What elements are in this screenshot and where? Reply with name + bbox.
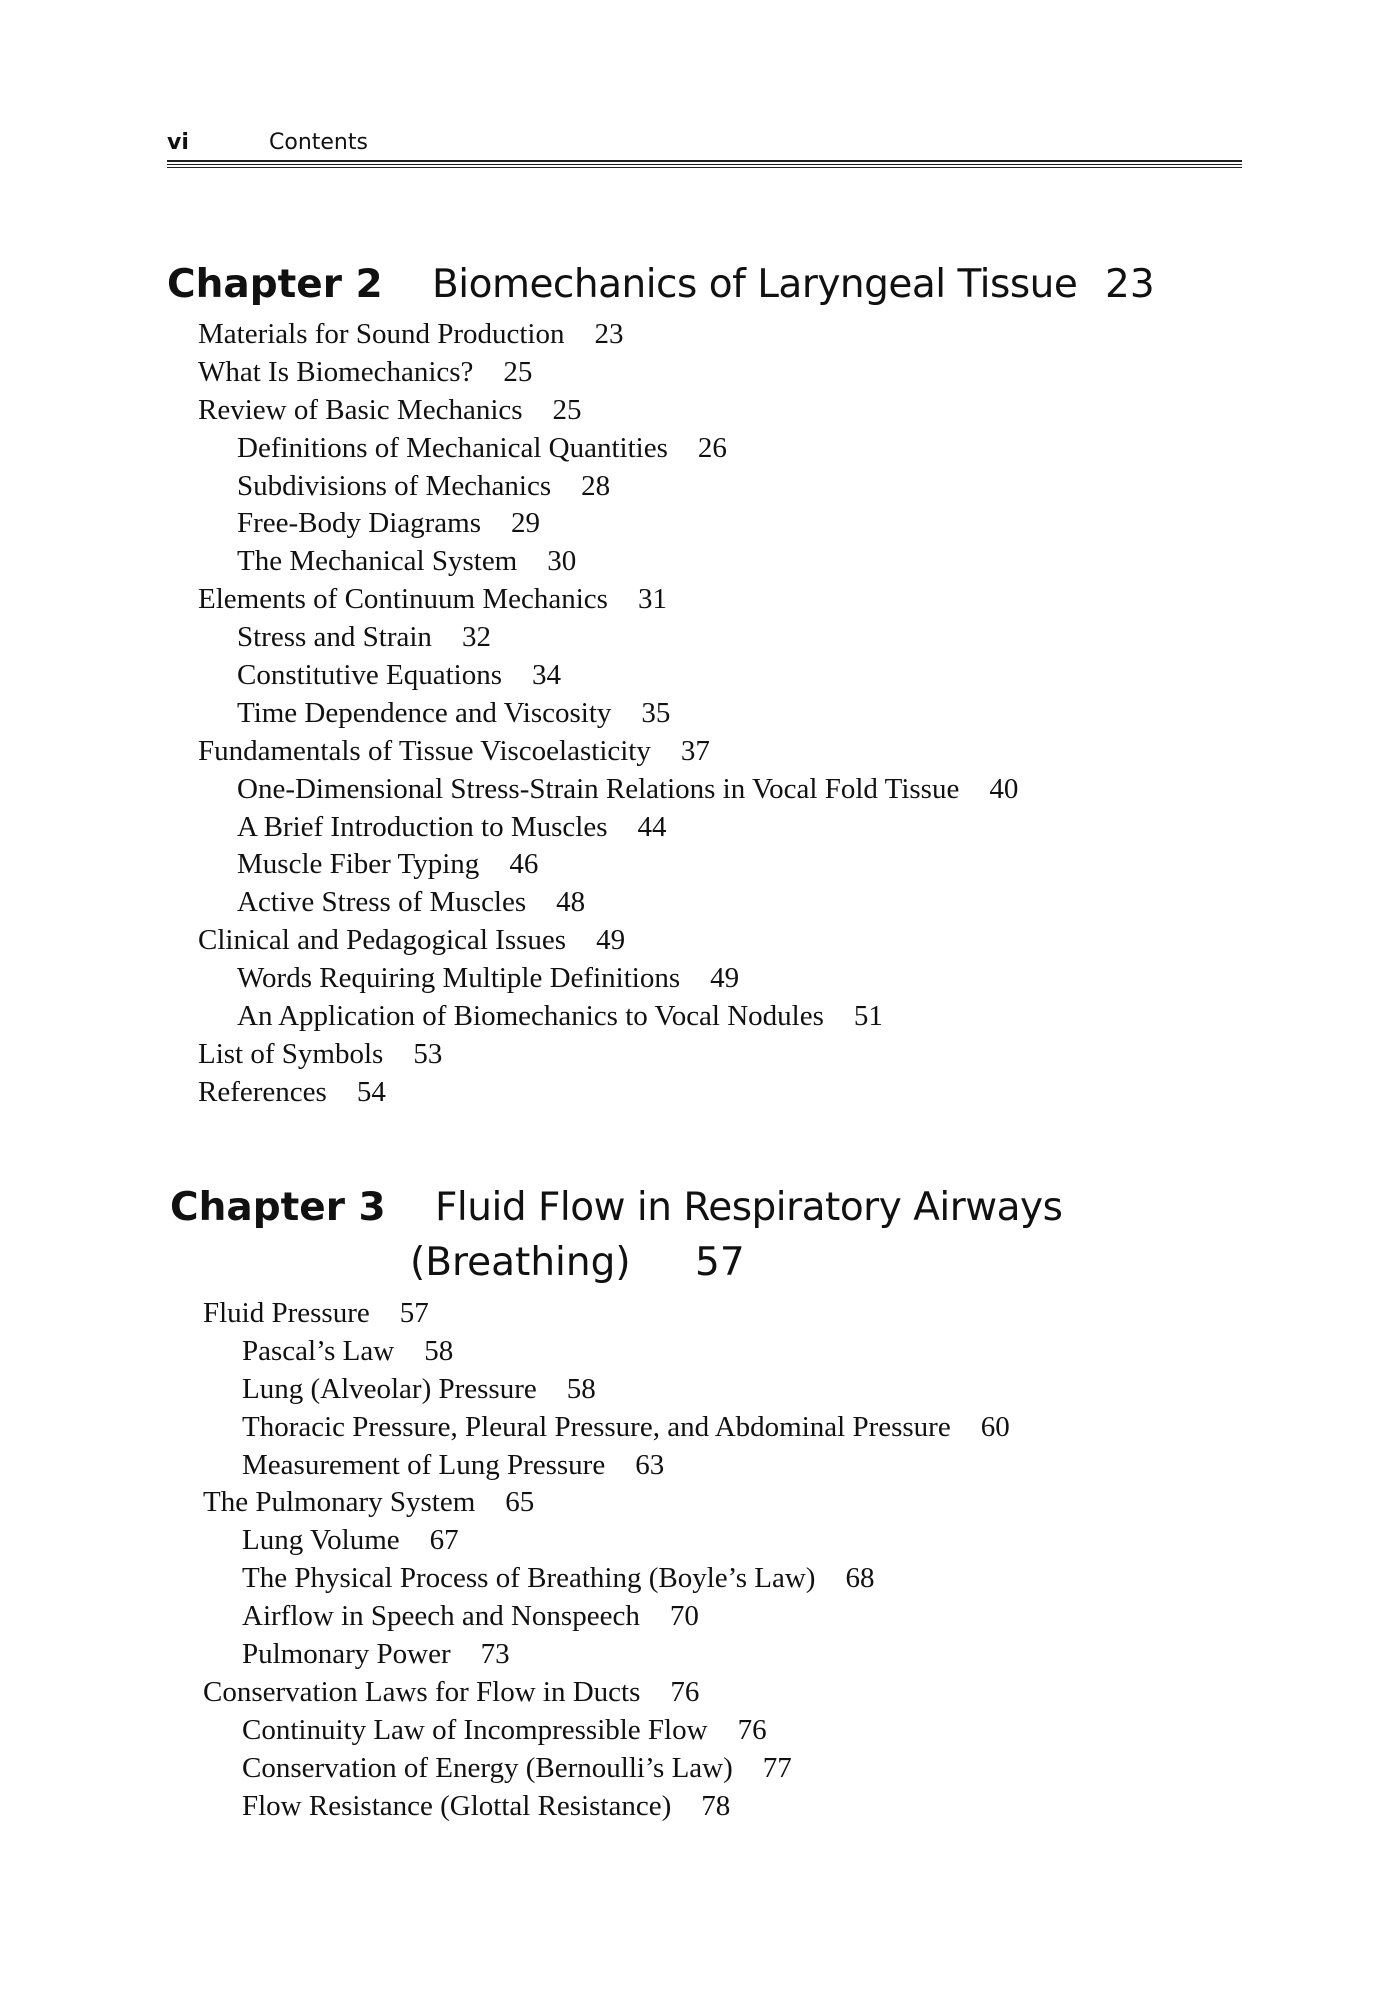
toc-entry-title: Constitutive Equations xyxy=(237,659,503,692)
toc-entry xyxy=(203,1674,1010,1712)
toc-entry xyxy=(203,1560,1010,1598)
toc-entry-title: Measurement of Lung Pressure xyxy=(242,1448,606,1481)
toc-entry-title: Materials for Sound Production xyxy=(198,318,565,350)
toc-entry-page: 63 xyxy=(635,1448,665,1481)
toc-entry-page: 29 xyxy=(511,507,541,540)
toc-entry-page: 60 xyxy=(980,1410,1010,1443)
page-folio: vi xyxy=(167,130,189,155)
toc-entry-page: 77 xyxy=(762,1751,792,1784)
toc-entry-title: Stress and Strain xyxy=(237,621,432,654)
chapter-3-label: Chapter 3 xyxy=(170,1185,386,1230)
toc-entry-title: The Mechanical System xyxy=(237,545,518,578)
toc-entry xyxy=(198,884,1018,922)
toc-entry-title: Clinical and Pedagogical Issues xyxy=(198,924,567,957)
toc-entry-page: 76 xyxy=(737,1713,767,1746)
toc-entry-title: Free-Body Diagrams xyxy=(237,507,482,540)
toc-entry-page: 31 xyxy=(637,583,667,616)
chapter-3-title-continued: (Breathing) xyxy=(410,1240,631,1285)
toc-entry-page: 49 xyxy=(710,962,740,995)
toc-entry-page: 65 xyxy=(505,1486,535,1519)
toc-entry-page: 34 xyxy=(532,659,562,692)
header-rule xyxy=(167,164,1242,165)
toc-entry xyxy=(198,392,1018,430)
toc-entry-page: 54 xyxy=(356,1075,386,1108)
chapter-2-heading xyxy=(167,262,1267,312)
toc-entry-title: One-Dimensional Stress-Strain Relations in Vocal Fold Tissue xyxy=(237,772,960,805)
toc-entry-title: References xyxy=(198,1075,327,1108)
toc-entry-page: 73 xyxy=(480,1638,510,1671)
toc-entry xyxy=(198,581,1018,619)
toc-entry-title: Review of Basic Mechanics xyxy=(198,393,523,426)
toc-entry-page: 26 xyxy=(697,431,727,464)
toc-entry xyxy=(203,1371,1010,1409)
toc-entry xyxy=(198,922,1018,960)
toc-entry-page: 25 xyxy=(503,355,533,388)
toc-entry xyxy=(203,1598,1010,1636)
toc-entry-title: Muscle Fiber Typing xyxy=(237,848,480,881)
toc-entry xyxy=(203,1522,1010,1560)
toc-entry xyxy=(198,657,1018,695)
toc-entry xyxy=(198,543,1018,581)
toc-entry-title: Flow Resistance (Glottal Resistance) xyxy=(242,1789,672,1822)
toc-entry-title: Lung (Alveolar) Pressure xyxy=(242,1372,537,1405)
toc-entry-title: The Physical Process of Breathing (Boyle’s Law) xyxy=(242,1562,816,1595)
toc-entry-page: 53 xyxy=(413,1037,443,1070)
toc-entry-title: Active Stress of Muscles xyxy=(237,886,527,919)
header-rule xyxy=(167,167,1242,168)
toc-entry-title: Definitions of Mechanical Quantities xyxy=(237,431,668,464)
toc-entry-page: 40 xyxy=(989,772,1019,805)
running-head xyxy=(167,130,1242,160)
toc-entry-title: An Application of Biomechanics to Vocal Nodules xyxy=(237,1000,824,1033)
toc-entry-page: 67 xyxy=(429,1524,459,1557)
toc-entry xyxy=(203,1333,1010,1371)
toc-entry xyxy=(203,1484,1010,1522)
toc-entry xyxy=(198,1036,1018,1074)
toc-entry-page: 23 xyxy=(594,318,624,350)
toc-entry xyxy=(198,619,1018,657)
toc-entry xyxy=(203,1788,1010,1826)
header-rule xyxy=(167,160,1242,162)
toc-entry xyxy=(198,733,1018,771)
toc-entry xyxy=(198,771,1018,809)
toc-entry-title: The Pulmonary System xyxy=(203,1486,476,1519)
chapter-3-heading xyxy=(170,1185,1170,1295)
chapter-2-entries xyxy=(198,316,1018,1112)
toc-entry-title: Fluid Pressure xyxy=(203,1297,370,1329)
chapter-2-label: Chapter 2 xyxy=(167,262,383,307)
chapter-3-entries xyxy=(203,1295,1010,1825)
toc-entry-title: Conservation Laws for Flow in Ducts xyxy=(203,1675,641,1708)
toc-entry xyxy=(203,1447,1010,1485)
toc-entry-title: Subdivisions of Mechanics xyxy=(237,469,552,502)
toc-entry xyxy=(203,1750,1010,1788)
toc-entry-page: 46 xyxy=(509,848,539,881)
chapter-3-title: Fluid Flow in Respiratory Airways xyxy=(435,1185,1063,1230)
toc-entry xyxy=(198,960,1018,998)
toc-entry-page: 78 xyxy=(701,1789,731,1822)
toc-entry-title: Words Requiring Multiple Definitions xyxy=(237,962,681,995)
toc-entry xyxy=(198,998,1018,1036)
chapter-3-page: 57 xyxy=(695,1240,745,1285)
toc-entry-page: 48 xyxy=(556,886,586,919)
toc-entry-title: What Is Biomechanics? xyxy=(198,355,474,388)
toc-entry-page: 25 xyxy=(552,393,582,426)
toc-entry-page: 76 xyxy=(670,1675,700,1708)
toc-entry xyxy=(198,505,1018,543)
toc-entry xyxy=(203,1712,1010,1750)
toc-entry xyxy=(198,809,1018,847)
toc-entry-title: Lung Volume xyxy=(242,1524,400,1557)
toc-entry-title: Elements of Continuum Mechanics xyxy=(198,583,608,616)
toc-entry-page: 37 xyxy=(680,734,710,767)
toc-entry-page: 58 xyxy=(566,1372,596,1405)
toc-entry-page: 70 xyxy=(669,1600,699,1633)
toc-entry-title: Pulmonary Power xyxy=(242,1638,451,1671)
toc-entry-title: A Brief Introduction to Muscles xyxy=(237,810,608,843)
toc-entry-title: Continuity Law of Incompressible Flow xyxy=(242,1713,708,1746)
toc-entry xyxy=(198,316,1018,354)
toc-entry-page: 51 xyxy=(853,1000,883,1033)
toc-entry-title: Conservation of Energy (Bernoulli’s Law) xyxy=(242,1751,733,1784)
toc-entry xyxy=(198,354,1018,392)
toc-entry-title: Fundamentals of Tissue Viscoelasticity xyxy=(198,734,651,767)
toc-entry xyxy=(203,1409,1010,1447)
toc-entry-page: 28 xyxy=(581,469,611,502)
toc-entry-title: Airflow in Speech and Nonspeech xyxy=(242,1600,640,1633)
toc-entry xyxy=(198,1074,1018,1112)
running-head-title: Contents xyxy=(269,130,368,155)
toc-entry-title: Time Dependence and Viscosity xyxy=(237,696,612,729)
chapter-2-page: 23 xyxy=(1105,262,1155,307)
toc-entry-page: 68 xyxy=(845,1562,875,1595)
chapter-2-title: Biomechanics of Laryngeal Tissue xyxy=(432,262,1078,307)
toc-entry-page: 32 xyxy=(461,621,491,654)
toc-entry xyxy=(198,468,1018,506)
toc-entry-page: 49 xyxy=(596,924,626,957)
toc-entry xyxy=(203,1636,1010,1674)
toc-entry xyxy=(198,846,1018,884)
toc-entry-page: 44 xyxy=(637,810,667,843)
toc-entry-page: 30 xyxy=(547,545,577,578)
toc-entry-page: 35 xyxy=(641,696,671,729)
toc-entry-page: 58 xyxy=(424,1334,454,1367)
toc-entry-title: List of Symbols xyxy=(198,1037,384,1070)
toc-entry xyxy=(203,1295,1010,1333)
toc-entry xyxy=(198,430,1018,468)
toc-entry-title: Pascal’s Law xyxy=(242,1334,395,1367)
toc-entry-page: 57 xyxy=(399,1297,429,1329)
toc-entry-title: Thoracic Pressure, Pleural Pressure, and Abdominal Pressure xyxy=(242,1410,951,1443)
toc-entry xyxy=(198,695,1018,733)
